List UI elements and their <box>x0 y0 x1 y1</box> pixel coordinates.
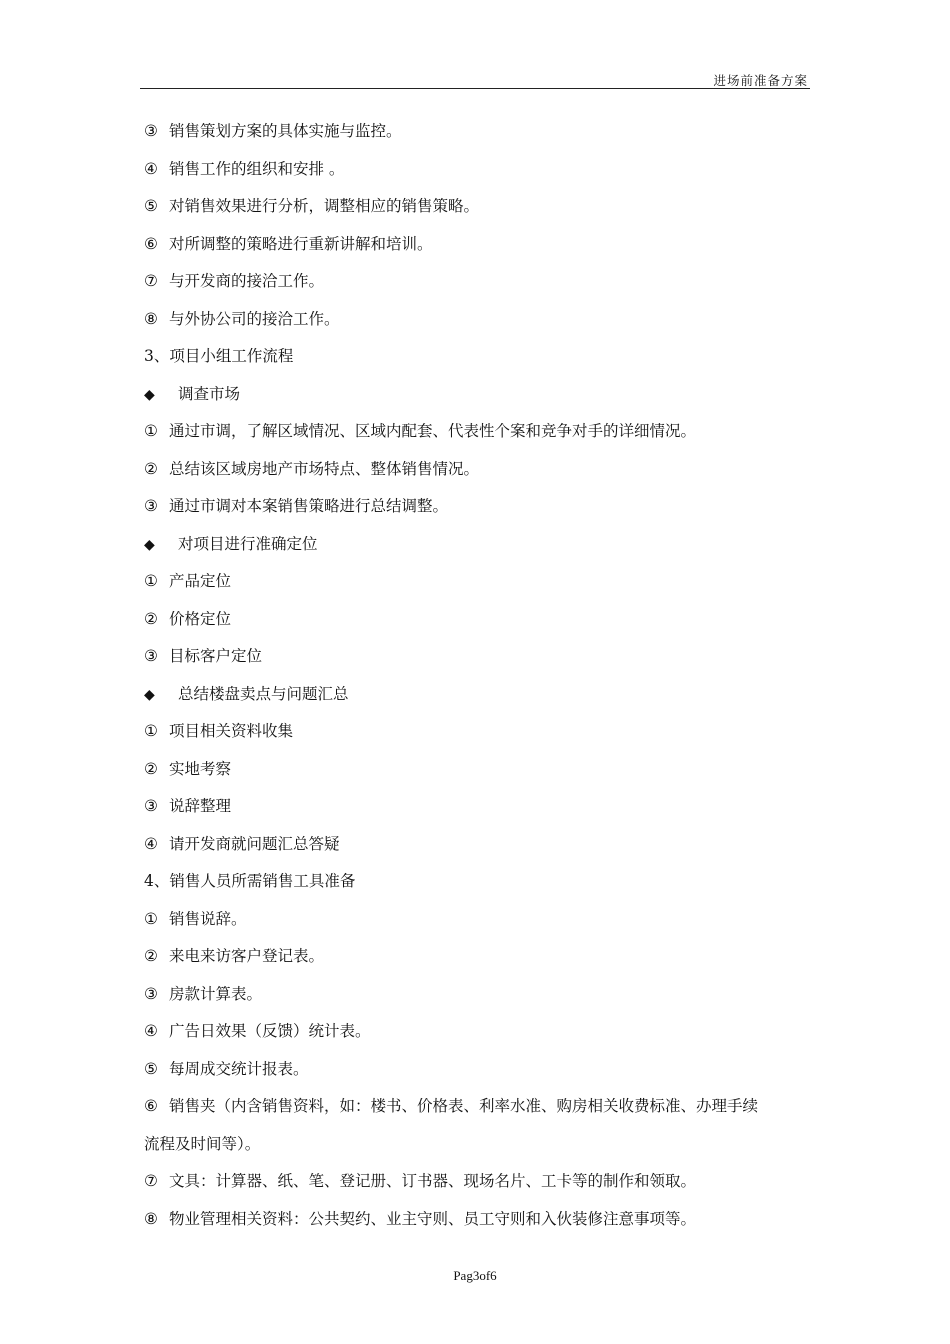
heading-text: 4、销售人员所需销售工具准备 <box>144 872 356 890</box>
list-item <box>144 451 812 489</box>
item-text: 与开发商的接洽工作。 <box>169 272 325 290</box>
list-item <box>144 413 812 451</box>
item-text: 来电来访客户登记表。 <box>169 947 325 965</box>
list-item <box>144 901 812 939</box>
item-text: 通过市调，了解区域情况、区域内配套、代表性个案和竞争对手的详细情况。 <box>169 422 697 440</box>
item-marker: ⑧ <box>144 1209 158 1228</box>
item-marker: ⑥ <box>144 234 158 253</box>
list-item <box>144 788 812 826</box>
item-marker: ④ <box>144 834 158 853</box>
item-marker: ③ <box>144 647 158 665</box>
item-text: 广告日效果（反馈）统计表。 <box>169 1022 371 1040</box>
item-marker: ① <box>144 909 158 928</box>
list-item <box>144 601 812 639</box>
item-text: 每周成交统计报表。 <box>169 1059 309 1078</box>
item-marker: ② <box>144 459 158 478</box>
page-header <box>140 70 810 89</box>
item-text: 价格定位 <box>169 609 232 628</box>
list-item <box>144 751 812 789</box>
list-item <box>144 713 812 751</box>
item-text: 对所调整的策略进行重新讲解和培训。 <box>169 234 433 253</box>
list-item <box>144 113 812 151</box>
list-item <box>144 488 812 526</box>
bullet-heading <box>144 526 812 564</box>
list-item <box>144 151 812 189</box>
item-marker: ③ <box>144 122 158 140</box>
page-number: Pag3of6 <box>453 1268 497 1283</box>
item-marker: ③ <box>144 497 158 515</box>
item-text: 房款计算表。 <box>169 984 263 1003</box>
list-item <box>144 826 812 864</box>
item-text: 说辞整理 <box>169 797 232 815</box>
item-text: 对销售效果进行分析，调整相应的销售策略。 <box>169 197 480 215</box>
section-heading <box>144 338 812 376</box>
item-text: 与外协公司的接洽工作。 <box>169 309 340 328</box>
heading-text: 3、项目小组工作流程 <box>144 347 294 365</box>
item-text: 销售策划方案的具体实施与监控。 <box>169 122 402 140</box>
item-text: 实地考察 <box>169 759 232 778</box>
list-item-continuation <box>144 1126 812 1164</box>
list-item <box>144 226 812 264</box>
item-text: 物业管理相关资料：公共契约、业主守则、员工守则和入伙装修注意事项等。 <box>169 1209 697 1228</box>
list-item <box>144 188 812 226</box>
list-item <box>144 301 812 339</box>
section-heading <box>144 863 812 901</box>
list-item <box>144 1201 812 1239</box>
item-text: 销售夹（内含销售资料，如：楼书、价格表、利率水准、购房相关收费标准、办理手续 <box>169 1097 759 1115</box>
list-item <box>144 1051 812 1089</box>
item-marker: ① <box>144 572 158 590</box>
item-text: 调查市场 <box>178 384 241 403</box>
item-text: 总结该区域房地产市场特点、整体销售情况。 <box>169 459 480 478</box>
item-marker: ⑧ <box>144 309 158 328</box>
list-item <box>144 1088 812 1126</box>
list-item <box>144 563 812 601</box>
item-marker: ② <box>144 759 158 778</box>
list-item <box>144 1013 812 1051</box>
item-text: 对项目进行准确定位 <box>178 534 318 553</box>
item-text: 总结楼盘卖点与问题汇总 <box>178 684 349 703</box>
item-marker: ① <box>144 422 158 440</box>
item-text: 通过市调对本案销售策略进行总结调整。 <box>169 497 449 515</box>
header-title: 进场前准备方案 <box>713 73 808 88</box>
item-marker: ④ <box>144 159 158 178</box>
item-marker: ⑤ <box>144 197 158 215</box>
list-item <box>144 938 812 976</box>
item-text: 文具：计算器、纸、笔、登记册、订书器、现场名片、工卡等的制作和领取。 <box>169 1172 697 1190</box>
diamond-bullet-icon: ◆ <box>144 536 155 553</box>
item-marker: ⑦ <box>144 1172 158 1190</box>
list-item <box>144 638 812 676</box>
item-marker: ② <box>144 947 158 965</box>
item-marker: ① <box>144 722 158 740</box>
item-text: 销售说辞。 <box>169 909 247 928</box>
diamond-bullet-icon: ◆ <box>144 386 155 403</box>
bullet-heading <box>144 376 812 414</box>
list-item <box>144 1163 812 1201</box>
item-text: 目标客户定位 <box>169 647 263 665</box>
list-item <box>144 263 812 301</box>
item-text: 产品定位 <box>169 572 232 590</box>
item-text: 销售工作的组织和安排 。 <box>169 159 345 178</box>
diamond-bullet-icon: ◆ <box>144 686 155 703</box>
item-marker: ⑥ <box>144 1097 158 1115</box>
item-marker: ③ <box>144 797 158 815</box>
item-marker: ④ <box>144 1022 158 1040</box>
document-body <box>144 113 812 1238</box>
item-text: 项目相关资料收集 <box>169 722 294 740</box>
item-text: 流程及时间等）。 <box>144 1134 261 1153</box>
item-marker: ⑤ <box>144 1059 158 1078</box>
list-item <box>144 976 812 1014</box>
item-marker: ⑦ <box>144 272 158 290</box>
bullet-heading <box>144 676 812 714</box>
item-text: 请开发商就问题汇总答疑 <box>169 834 340 853</box>
item-marker: ③ <box>144 984 158 1003</box>
item-marker: ② <box>144 609 158 628</box>
page-footer <box>0 1268 950 1284</box>
